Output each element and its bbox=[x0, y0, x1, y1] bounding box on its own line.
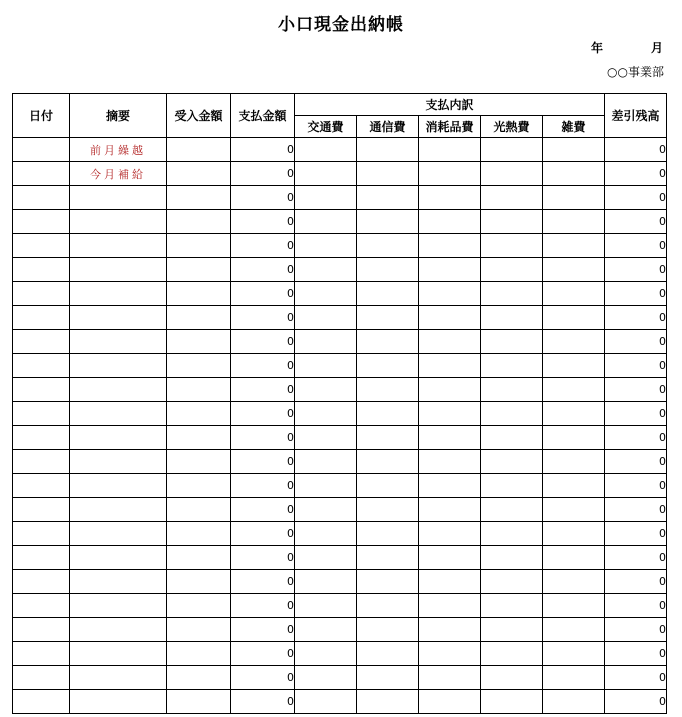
paid-amount-cell[interactable]: 0 bbox=[231, 186, 295, 210]
balance-cell[interactable]: 0 bbox=[605, 234, 667, 258]
date-cell[interactable] bbox=[13, 210, 70, 234]
balance-cell[interactable]: 0 bbox=[605, 330, 667, 354]
transport-cell[interactable] bbox=[295, 594, 357, 618]
communication-cell[interactable] bbox=[357, 426, 419, 450]
paid-amount-cell[interactable]: 0 bbox=[231, 594, 295, 618]
misc-cell[interactable] bbox=[543, 138, 605, 162]
misc-cell[interactable] bbox=[543, 498, 605, 522]
table-row bbox=[13, 450, 667, 474]
transport-cell[interactable] bbox=[295, 450, 357, 474]
table-row bbox=[13, 258, 667, 282]
year-label: 年 bbox=[591, 41, 604, 55]
memo-cell[interactable] bbox=[70, 570, 167, 594]
communication-cell[interactable] bbox=[357, 402, 419, 426]
received-amount-cell[interactable] bbox=[167, 426, 231, 450]
supplies-cell[interactable] bbox=[419, 570, 481, 594]
utilities-cell[interactable] bbox=[481, 306, 543, 330]
utilities-cell[interactable] bbox=[481, 426, 543, 450]
utilities-cell[interactable] bbox=[481, 618, 543, 642]
utilities-cell[interactable] bbox=[481, 354, 543, 378]
table-row bbox=[13, 402, 667, 426]
table-row bbox=[13, 234, 667, 258]
transport-cell[interactable] bbox=[295, 234, 357, 258]
paid-amount-cell[interactable]: 0 bbox=[231, 258, 295, 282]
supplies-cell[interactable] bbox=[419, 666, 481, 690]
misc-cell[interactable] bbox=[543, 162, 605, 186]
supplies-cell[interactable] bbox=[419, 354, 481, 378]
date-cell[interactable] bbox=[13, 402, 70, 426]
memo-cell[interactable] bbox=[70, 498, 167, 522]
paid-amount-cell[interactable]: 0 bbox=[231, 138, 295, 162]
received-amount-cell[interactable] bbox=[167, 210, 231, 234]
cash-ledger-table bbox=[12, 93, 667, 714]
table-row bbox=[13, 594, 667, 618]
memo-cell[interactable] bbox=[70, 306, 167, 330]
memo-cell[interactable] bbox=[70, 474, 167, 498]
utilities-cell[interactable] bbox=[481, 210, 543, 234]
received-amount-cell[interactable] bbox=[167, 282, 231, 306]
supplies-cell[interactable] bbox=[419, 546, 481, 570]
paid-amount-cell[interactable]: 0 bbox=[231, 378, 295, 402]
paid-amount-cell[interactable]: 0 bbox=[231, 306, 295, 330]
paid-amount-header: 支払金額 bbox=[231, 94, 295, 138]
balance-cell[interactable]: 0 bbox=[605, 162, 667, 186]
utilities-cell[interactable] bbox=[481, 378, 543, 402]
table-row bbox=[13, 546, 667, 570]
balance-cell[interactable]: 0 bbox=[605, 258, 667, 282]
communication-cell[interactable] bbox=[357, 282, 419, 306]
supplies-cell[interactable] bbox=[419, 378, 481, 402]
paid-amount-cell[interactable]: 0 bbox=[231, 234, 295, 258]
utilities-cell[interactable] bbox=[481, 330, 543, 354]
balance-cell[interactable]: 0 bbox=[605, 594, 667, 618]
memo-cell[interactable] bbox=[70, 666, 167, 690]
date-cell[interactable] bbox=[13, 330, 70, 354]
received-amount-cell[interactable] bbox=[167, 306, 231, 330]
misc-cell[interactable] bbox=[543, 330, 605, 354]
paid-amount-cell[interactable]: 0 bbox=[231, 162, 295, 186]
received-amount-cell[interactable] bbox=[167, 378, 231, 402]
misc-cell[interactable] bbox=[543, 258, 605, 282]
received-amount-cell[interactable] bbox=[167, 330, 231, 354]
received-amount-cell[interactable] bbox=[167, 258, 231, 282]
date-cell[interactable] bbox=[13, 522, 70, 546]
communication-cell[interactable] bbox=[357, 186, 419, 210]
received-amount-cell[interactable] bbox=[167, 690, 231, 714]
balance-cell[interactable]: 0 bbox=[605, 642, 667, 666]
communication-cell[interactable] bbox=[357, 474, 419, 498]
supplies-cell[interactable] bbox=[419, 258, 481, 282]
table-row bbox=[13, 498, 667, 522]
transport-cell[interactable] bbox=[295, 570, 357, 594]
memo-cell[interactable] bbox=[70, 402, 167, 426]
communication-cell[interactable] bbox=[357, 306, 419, 330]
communication-cell[interactable] bbox=[357, 594, 419, 618]
received-amount-cell[interactable] bbox=[167, 138, 231, 162]
communication-cell[interactable] bbox=[357, 210, 419, 234]
utilities-cell[interactable] bbox=[481, 186, 543, 210]
balance-cell[interactable]: 0 bbox=[605, 546, 667, 570]
paid-amount-cell[interactable]: 0 bbox=[231, 426, 295, 450]
utilities-cell[interactable] bbox=[481, 162, 543, 186]
memo-cell[interactable]: 前月繰越 bbox=[70, 138, 167, 162]
received-amount-cell[interactable] bbox=[167, 522, 231, 546]
balance-cell[interactable]: 0 bbox=[605, 354, 667, 378]
transport-cell[interactable] bbox=[295, 330, 357, 354]
transport-cell[interactable] bbox=[295, 474, 357, 498]
utilities-expense-header: 光熱費 bbox=[481, 116, 543, 138]
balance-cell[interactable]: 0 bbox=[605, 210, 667, 234]
memo-cell[interactable]: 今月補給 bbox=[70, 162, 167, 186]
memo-cell[interactable] bbox=[70, 330, 167, 354]
table-row bbox=[13, 666, 667, 690]
memo-cell[interactable] bbox=[70, 426, 167, 450]
utilities-cell[interactable] bbox=[481, 594, 543, 618]
transport-cell[interactable] bbox=[295, 306, 357, 330]
table-row bbox=[13, 570, 667, 594]
received-amount-cell[interactable] bbox=[167, 546, 231, 570]
supplies-cell[interactable] bbox=[419, 282, 481, 306]
misc-cell[interactable] bbox=[543, 402, 605, 426]
utilities-cell[interactable] bbox=[481, 666, 543, 690]
communication-cell[interactable] bbox=[357, 354, 419, 378]
communication-cell[interactable] bbox=[357, 642, 419, 666]
date-cell[interactable] bbox=[13, 450, 70, 474]
date-cell[interactable] bbox=[13, 234, 70, 258]
memo-cell[interactable] bbox=[70, 690, 167, 714]
misc-cell[interactable] bbox=[543, 354, 605, 378]
memo-cell[interactable] bbox=[70, 450, 167, 474]
received-amount-cell[interactable] bbox=[167, 162, 231, 186]
balance-cell[interactable]: 0 bbox=[605, 474, 667, 498]
memo-cell[interactable] bbox=[70, 354, 167, 378]
date-cell[interactable] bbox=[13, 282, 70, 306]
utilities-cell[interactable] bbox=[481, 234, 543, 258]
supplies-cell[interactable] bbox=[419, 522, 481, 546]
supplies-cell[interactable] bbox=[419, 642, 481, 666]
misc-cell[interactable] bbox=[543, 522, 605, 546]
memo-cell[interactable] bbox=[70, 618, 167, 642]
table-row bbox=[13, 354, 667, 378]
page-title: 小口現金出納帳 bbox=[278, 15, 404, 35]
memo-cell[interactable] bbox=[70, 642, 167, 666]
date-cell[interactable] bbox=[13, 498, 70, 522]
communication-cell[interactable] bbox=[357, 450, 419, 474]
transport-cell[interactable] bbox=[295, 618, 357, 642]
table-row bbox=[13, 522, 667, 546]
misc-cell[interactable] bbox=[543, 450, 605, 474]
table-row bbox=[13, 210, 667, 234]
utilities-cell[interactable] bbox=[481, 450, 543, 474]
balance-cell[interactable]: 0 bbox=[605, 450, 667, 474]
communication-cell[interactable] bbox=[357, 258, 419, 282]
table-row bbox=[13, 306, 667, 330]
supplies-cell[interactable] bbox=[419, 306, 481, 330]
utilities-cell[interactable] bbox=[481, 546, 543, 570]
transport-cell[interactable] bbox=[295, 210, 357, 234]
supplies-cell[interactable] bbox=[419, 186, 481, 210]
misc-cell[interactable] bbox=[543, 474, 605, 498]
date-cell[interactable] bbox=[13, 258, 70, 282]
transport-cell[interactable] bbox=[295, 690, 357, 714]
paid-amount-cell[interactable]: 0 bbox=[231, 330, 295, 354]
utilities-cell[interactable] bbox=[481, 498, 543, 522]
table-row bbox=[13, 690, 667, 714]
memo-column-header: 摘要 bbox=[70, 94, 167, 138]
date-cell[interactable] bbox=[13, 426, 70, 450]
received-amount-cell[interactable] bbox=[167, 450, 231, 474]
received-amount-cell[interactable] bbox=[167, 666, 231, 690]
memo-cell[interactable] bbox=[70, 282, 167, 306]
transport-cell[interactable] bbox=[295, 162, 357, 186]
month-label: 月 bbox=[651, 41, 664, 55]
balance-cell[interactable]: 0 bbox=[605, 666, 667, 690]
table-row bbox=[13, 618, 667, 642]
transport-cell[interactable] bbox=[295, 354, 357, 378]
misc-cell[interactable] bbox=[543, 186, 605, 210]
balance-column-header: 差引残高 bbox=[605, 94, 667, 138]
received-amount-cell[interactable] bbox=[167, 234, 231, 258]
communication-cell[interactable] bbox=[357, 570, 419, 594]
transport-cell[interactable] bbox=[295, 402, 357, 426]
table-row bbox=[13, 474, 667, 498]
memo-cell[interactable] bbox=[70, 378, 167, 402]
misc-cell[interactable] bbox=[543, 666, 605, 690]
paid-amount-cell[interactable]: 0 bbox=[231, 498, 295, 522]
date-cell[interactable] bbox=[13, 474, 70, 498]
supplies-cell[interactable] bbox=[419, 330, 481, 354]
paid-amount-cell[interactable]: 0 bbox=[231, 450, 295, 474]
utilities-cell[interactable] bbox=[481, 402, 543, 426]
balance-cell[interactable]: 0 bbox=[605, 426, 667, 450]
paid-amount-cell[interactable]: 0 bbox=[231, 570, 295, 594]
misc-cell[interactable] bbox=[543, 570, 605, 594]
paid-amount-cell[interactable]: 0 bbox=[231, 522, 295, 546]
balance-cell[interactable]: 0 bbox=[605, 306, 667, 330]
misc-cell[interactable] bbox=[543, 690, 605, 714]
balance-cell[interactable]: 0 bbox=[605, 138, 667, 162]
ledger-body bbox=[13, 138, 667, 714]
utilities-cell[interactable] bbox=[481, 474, 543, 498]
supplies-cell[interactable] bbox=[419, 234, 481, 258]
supplies-cell[interactable] bbox=[419, 618, 481, 642]
table-row bbox=[13, 138, 667, 162]
misc-cell[interactable] bbox=[543, 234, 605, 258]
memo-cell[interactable] bbox=[70, 522, 167, 546]
paid-amount-cell[interactable]: 0 bbox=[231, 354, 295, 378]
balance-cell[interactable]: 0 bbox=[605, 690, 667, 714]
received-amount-cell[interactable] bbox=[167, 402, 231, 426]
received-amount-cell[interactable] bbox=[167, 474, 231, 498]
supplies-cell[interactable] bbox=[419, 498, 481, 522]
utilities-cell[interactable] bbox=[481, 258, 543, 282]
paid-amount-cell[interactable]: 0 bbox=[231, 282, 295, 306]
date-cell[interactable] bbox=[13, 378, 70, 402]
communication-cell[interactable] bbox=[357, 330, 419, 354]
utilities-cell[interactable] bbox=[481, 570, 543, 594]
communication-cell[interactable] bbox=[357, 234, 419, 258]
table-row bbox=[13, 186, 667, 210]
table-row bbox=[13, 330, 667, 354]
memo-cell[interactable] bbox=[70, 258, 167, 282]
misc-cell[interactable] bbox=[543, 378, 605, 402]
date-cell[interactable] bbox=[13, 690, 70, 714]
paid-amount-cell[interactable]: 0 bbox=[231, 210, 295, 234]
date-cell[interactable] bbox=[13, 354, 70, 378]
date-cell[interactable] bbox=[13, 642, 70, 666]
date-cell[interactable] bbox=[13, 186, 70, 210]
received-amount-cell[interactable] bbox=[167, 618, 231, 642]
misc-expense-header: 雑費 bbox=[543, 116, 605, 138]
communication-cell[interactable] bbox=[357, 138, 419, 162]
date-cell[interactable] bbox=[13, 138, 70, 162]
communication-cell[interactable] bbox=[357, 618, 419, 642]
transport-cell[interactable] bbox=[295, 282, 357, 306]
communication-cell[interactable] bbox=[357, 522, 419, 546]
date-cell[interactable] bbox=[13, 666, 70, 690]
balance-cell[interactable]: 0 bbox=[605, 282, 667, 306]
received-amount-cell[interactable] bbox=[167, 354, 231, 378]
balance-cell[interactable]: 0 bbox=[605, 186, 667, 210]
communication-cell[interactable] bbox=[357, 498, 419, 522]
supplies-cell[interactable] bbox=[419, 402, 481, 426]
misc-cell[interactable] bbox=[543, 618, 605, 642]
date-cell[interactable] bbox=[13, 570, 70, 594]
memo-cell[interactable] bbox=[70, 210, 167, 234]
supplies-cell[interactable] bbox=[419, 426, 481, 450]
supplies-expense-header: 消耗品費 bbox=[419, 116, 481, 138]
received-amount-header: 受入金額 bbox=[167, 94, 231, 138]
memo-cell[interactable] bbox=[70, 546, 167, 570]
paid-amount-cell[interactable]: 0 bbox=[231, 618, 295, 642]
date-cell[interactable] bbox=[13, 162, 70, 186]
paid-amount-cell[interactable]: 0 bbox=[231, 690, 295, 714]
paid-amount-cell[interactable]: 0 bbox=[231, 474, 295, 498]
supplies-cell[interactable] bbox=[419, 210, 481, 234]
utilities-cell[interactable] bbox=[481, 642, 543, 666]
misc-cell[interactable] bbox=[543, 282, 605, 306]
communication-cell[interactable] bbox=[357, 162, 419, 186]
transport-cell[interactable] bbox=[295, 258, 357, 282]
received-amount-cell[interactable] bbox=[167, 498, 231, 522]
table-row bbox=[13, 282, 667, 306]
transport-cell[interactable] bbox=[295, 546, 357, 570]
transport-cell[interactable] bbox=[295, 138, 357, 162]
communication-expense-header: 通信費 bbox=[357, 116, 419, 138]
supplies-cell[interactable] bbox=[419, 138, 481, 162]
balance-cell[interactable]: 0 bbox=[605, 522, 667, 546]
supplies-cell[interactable] bbox=[419, 162, 481, 186]
supplies-cell[interactable] bbox=[419, 474, 481, 498]
transport-cell[interactable] bbox=[295, 642, 357, 666]
misc-cell[interactable] bbox=[543, 594, 605, 618]
paid-amount-cell[interactable]: 0 bbox=[231, 546, 295, 570]
supplies-cell[interactable] bbox=[419, 690, 481, 714]
department-label: ○○事業部 bbox=[607, 65, 664, 79]
communication-cell[interactable] bbox=[357, 666, 419, 690]
paid-amount-cell[interactable]: 0 bbox=[231, 402, 295, 426]
date-column-header: 日付 bbox=[13, 94, 70, 138]
supplies-cell[interactable] bbox=[419, 594, 481, 618]
received-amount-cell[interactable] bbox=[167, 570, 231, 594]
date-cell[interactable] bbox=[13, 306, 70, 330]
transport-cell[interactable] bbox=[295, 522, 357, 546]
paid-amount-cell[interactable]: 0 bbox=[231, 666, 295, 690]
balance-cell[interactable]: 0 bbox=[605, 570, 667, 594]
misc-cell[interactable] bbox=[543, 210, 605, 234]
misc-cell[interactable] bbox=[543, 546, 605, 570]
misc-cell[interactable] bbox=[543, 642, 605, 666]
balance-cell[interactable]: 0 bbox=[605, 378, 667, 402]
table-row bbox=[13, 426, 667, 450]
misc-cell[interactable] bbox=[543, 426, 605, 450]
paid-amount-cell[interactable]: 0 bbox=[231, 642, 295, 666]
memo-cell[interactable] bbox=[70, 234, 167, 258]
balance-cell[interactable]: 0 bbox=[605, 498, 667, 522]
table-row bbox=[13, 162, 667, 186]
utilities-cell[interactable] bbox=[481, 522, 543, 546]
date-cell[interactable] bbox=[13, 618, 70, 642]
utilities-cell[interactable] bbox=[481, 138, 543, 162]
communication-cell[interactable] bbox=[357, 546, 419, 570]
utilities-cell[interactable] bbox=[481, 282, 543, 306]
balance-cell[interactable]: 0 bbox=[605, 402, 667, 426]
communication-cell[interactable] bbox=[357, 378, 419, 402]
balance-cell[interactable]: 0 bbox=[605, 618, 667, 642]
memo-cell[interactable] bbox=[70, 186, 167, 210]
supplies-cell[interactable] bbox=[419, 450, 481, 474]
transport-cell[interactable] bbox=[295, 426, 357, 450]
received-amount-cell[interactable] bbox=[167, 642, 231, 666]
date-cell[interactable] bbox=[13, 546, 70, 570]
transport-cell[interactable] bbox=[295, 666, 357, 690]
date-cell[interactable] bbox=[13, 594, 70, 618]
payment-breakdown-header: 支払内訳 bbox=[295, 94, 605, 116]
received-amount-cell[interactable] bbox=[167, 594, 231, 618]
transport-cell[interactable] bbox=[295, 498, 357, 522]
transport-cell[interactable] bbox=[295, 186, 357, 210]
table-row bbox=[13, 378, 667, 402]
received-amount-cell[interactable] bbox=[167, 186, 231, 210]
communication-cell[interactable] bbox=[357, 690, 419, 714]
memo-cell[interactable] bbox=[70, 594, 167, 618]
misc-cell[interactable] bbox=[543, 306, 605, 330]
utilities-cell[interactable] bbox=[481, 690, 543, 714]
transport-expense-header: 交通費 bbox=[295, 116, 357, 138]
table-row bbox=[13, 642, 667, 666]
transport-cell[interactable] bbox=[295, 378, 357, 402]
